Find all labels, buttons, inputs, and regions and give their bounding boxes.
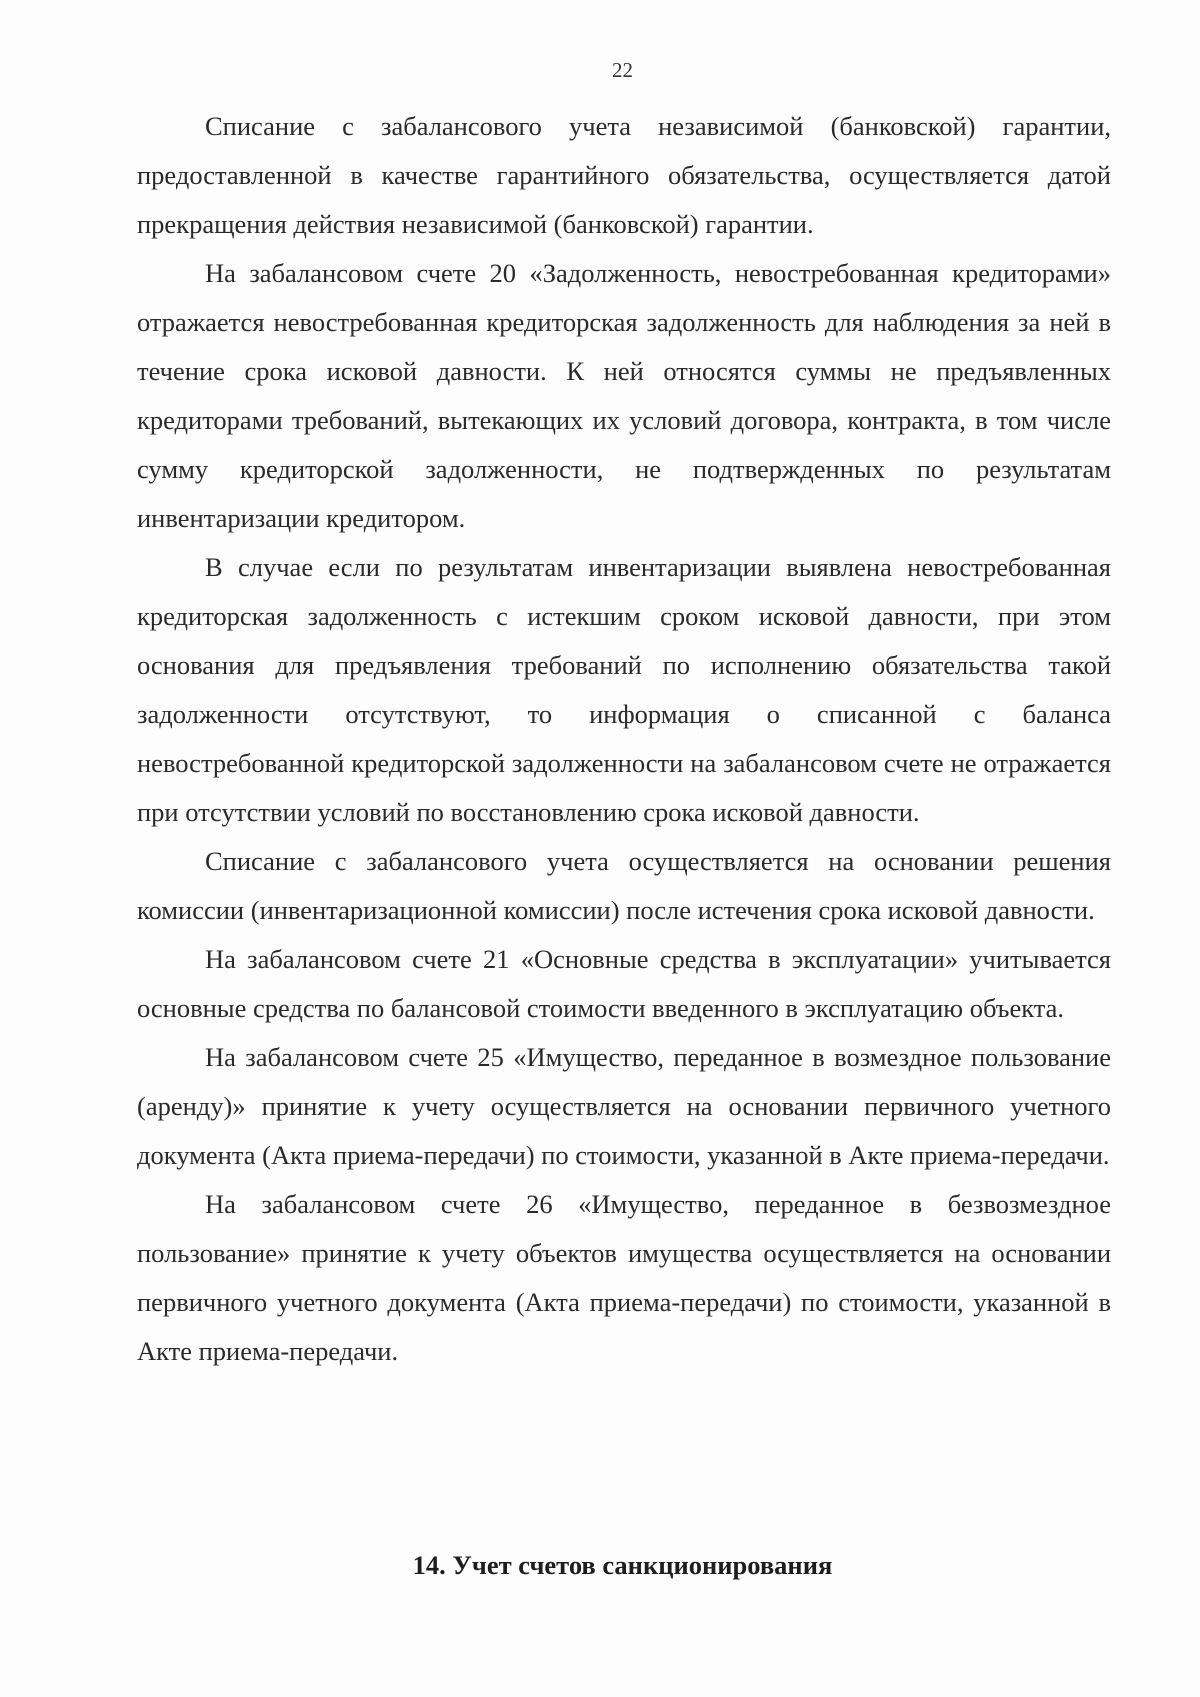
paragraph-guarantee-writeoff: Списание с забалансового учета независимой (банковской) гарантии, предоставленной в качестве гарантийного обязательства, осуществляется датой прекращения действия независимой (банковской) гарантии. [137,111,1111,239]
paragraph-account-25: На забалансовом счете 25 «Имущество, переданное в возмездное пользование (аренду)» принятие к учету осуществляется на основании первичного учетного документа (Акта приема-передачи) по стоимости, указанной в Акте приема-передачи. [137,1042,1111,1170]
page-number: 22 [612,58,633,82]
section-heading: 14. Учет счетов санкционирования [412,1550,833,1580]
paragraph-account-26: На забалансовом счете 26 «Имущество, переданное в безвозмездное пользование» принятие к учету объектов имущества осуществляется на основании первичного учетного документа (Акта приема-передачи) по стоимости, указанной в Акте приема-передачи. [137,1189,1111,1366]
paragraph-account-20: На забалансовом счете 20 «Задолженность, невостребованная кредиторами» отражается невостребованная кредиторская задолженность для наблюдения за ней в течение срока исковой давности. К ней относятся суммы не предъявленных кредиторами требований, вытекающих их условий договора, контракта, в том числе сумму кредиторской задолженности, не подтвержденных по результатам инвентаризации кредитором. [137,258,1111,533]
document-body [137,102,1111,1376]
paragraph-account-21: На забалансовом счете 21 «Основные средства в эксплуатации» учитывается основные средства по балансовой стоимости введенного в эксплуатацию объекта. [137,944,1111,1023]
paragraph-commission-writeoff: Списание с забалансового учета осуществляется на основании решения комиссии (инвентаризационной комиссии) после истечения срока исковой давности. [137,846,1111,925]
paragraph-expired-debt: В случае если по результатам инвентаризации выявлена невостребованная кредиторская задолженность с истекшим сроком исковой давности, при этом основания для предъявления требований по исполнению обязательства такой задолженности отсутствуют, то информация о списанной с баланса невостребованной кредиторской задолженности на забалансовом счете не отражается при отсутствии условий по восстановлению срока исковой давности. [137,552,1111,827]
